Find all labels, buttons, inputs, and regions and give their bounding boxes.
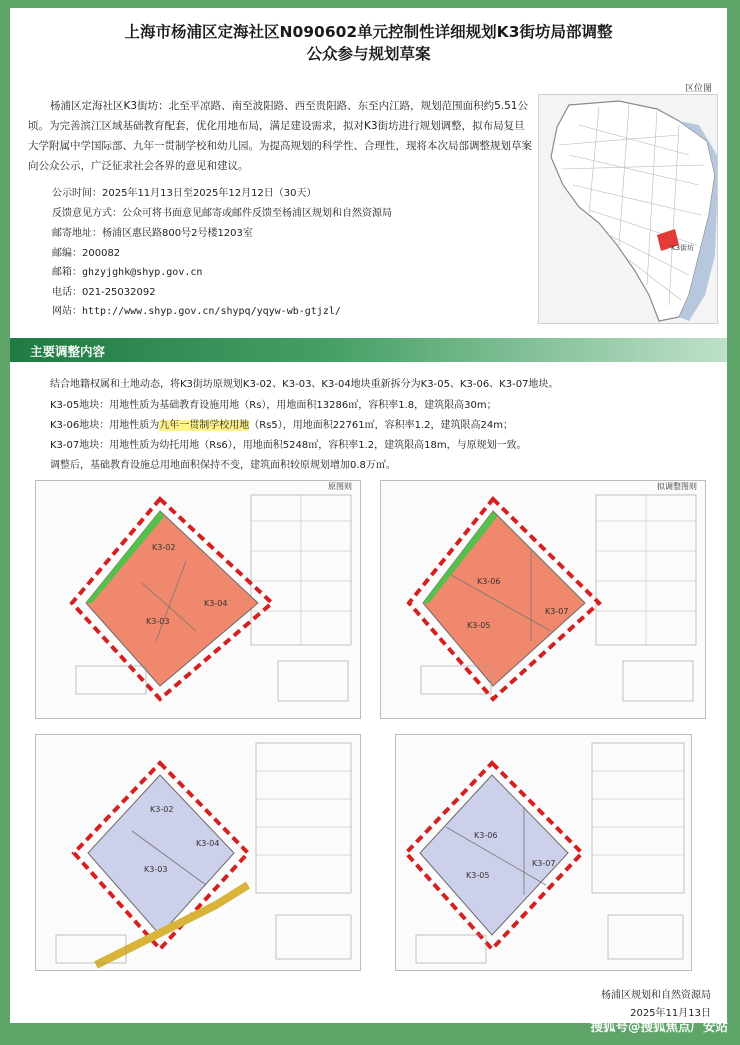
page-subtitle: 公众参与规划草案 bbox=[306, 45, 431, 63]
proposed-landuse-plan bbox=[380, 480, 706, 719]
watermark: 搜狐号@搜狐焦点厂安站 bbox=[590, 1019, 728, 1034]
phone-number: 021-25032092 bbox=[82, 287, 156, 298]
highlighted-land-use: 九年一贯制学校用地 bbox=[159, 420, 250, 431]
mail-address: 邮寄地址：杨浦区惠民路800号2号楼1203室 bbox=[52, 228, 253, 239]
parcel-label: K3-02 bbox=[150, 805, 174, 814]
parcel-label: K3-07 bbox=[532, 859, 556, 868]
publicity-period: 公示时间：2025年11月13日至2025年12月12日（30天） bbox=[52, 188, 317, 199]
website-row bbox=[52, 302, 341, 317]
issuing-authority: 杨浦区规划和自然资源局 bbox=[601, 990, 711, 1001]
issue-date: 2025年11月13日 bbox=[630, 1008, 711, 1019]
site-tag: K3街坊 bbox=[671, 244, 695, 252]
adjustment-line-5: 调整后，基础教育设施总用地面积保持不变，建筑面积较原规划增加0.8万㎡。 bbox=[50, 460, 396, 471]
intro-paragraph: 杨浦区定海社区K3街坊：北至平凉路、南至波阳路、西至贵阳路、东至内江路，规划范围面积约5.51公顷。为完善滨江区域基础教育配套，优化用地布局，满足建设需求，拟对K3街坊进行规划调整，拟布局复旦大学附属中学国际部、九年一贯制学校和幼儿园。为提高规划的科学性、合理性，现将本次局部调整规划草案向公众公示，广泛征求社会各界的意见和建议。 bbox=[28, 100, 532, 172]
parcel-label: K3-04 bbox=[204, 599, 228, 608]
postcode: 邮编：200082 bbox=[52, 248, 121, 259]
phone-label: 电话： bbox=[52, 287, 82, 298]
parcel-label: K3-07 bbox=[545, 607, 569, 616]
parcel-label: K3-02 bbox=[152, 543, 176, 552]
feedback-method: 反馈意见方式：公众可将书面意见邮寄或邮件反馈至杨浦区规划和自然资源局 bbox=[52, 208, 392, 219]
adjustment-line-3: K3-06地块：用地性质为九年一贯制学校用地（Rs5），用地面积22761㎡，容积率1.2，建筑限高24m； bbox=[50, 420, 513, 431]
website-link[interactable]: http://www.shyp.gov.cn/shypq/yqyw-wb-gtjzl/ bbox=[82, 306, 341, 317]
section-banner bbox=[10, 338, 727, 362]
proposed-control-plan bbox=[395, 734, 692, 971]
parcel-label: K3-03 bbox=[144, 865, 168, 874]
location-map-label: 区位图 bbox=[685, 84, 713, 94]
original-landuse-plan bbox=[35, 480, 361, 719]
email-row bbox=[52, 263, 202, 278]
parcel-label: K3-05 bbox=[467, 621, 491, 630]
email-label: 邮箱： bbox=[52, 267, 82, 278]
phone-row bbox=[52, 283, 156, 298]
district-map-icon bbox=[539, 95, 717, 323]
parcel-label: K3-06 bbox=[474, 831, 498, 840]
parcel-label: K3-05 bbox=[466, 871, 490, 880]
location-map bbox=[538, 94, 718, 324]
website-label: 网站： bbox=[52, 306, 82, 317]
parcel-label: K3-03 bbox=[146, 617, 170, 626]
page-title: 上海市杨浦区定海社区N090602单元控制性详细规划K3街坊局部调整 bbox=[124, 23, 613, 41]
adjustment-line-2: K3-05地块：用地性质为基础教育设施用地（Rs），用地面积13286㎡，容积率1.8，建筑限高30m； bbox=[50, 400, 497, 411]
parcel-label: K3-06 bbox=[477, 577, 501, 586]
adjustment-line-4: K3-07地块：用地性质为幼托用地（Rs6），用地面积5248㎡，容积率1.2，建筑限高18m，与原规划一致。 bbox=[50, 440, 527, 451]
adjustment-line-1: 结合地籍权属和土地动态，将K3街坊原规划K3-02、K3-03、K3-04地块重新拆分为K3-05、K3-06、K3-07地块。 bbox=[50, 379, 559, 390]
email-link[interactable]: ghzyjghk@shyp.gov.cn bbox=[82, 267, 203, 278]
section-title: 主要调整内容 bbox=[30, 344, 106, 359]
original-control-plan bbox=[35, 734, 361, 971]
notice-sheet bbox=[10, 8, 727, 1023]
parcel-label: K3-04 bbox=[196, 839, 220, 848]
original-plan-caption: 原图则 bbox=[328, 482, 352, 491]
proposed-plan-caption: 拟调整图则 bbox=[657, 482, 697, 491]
